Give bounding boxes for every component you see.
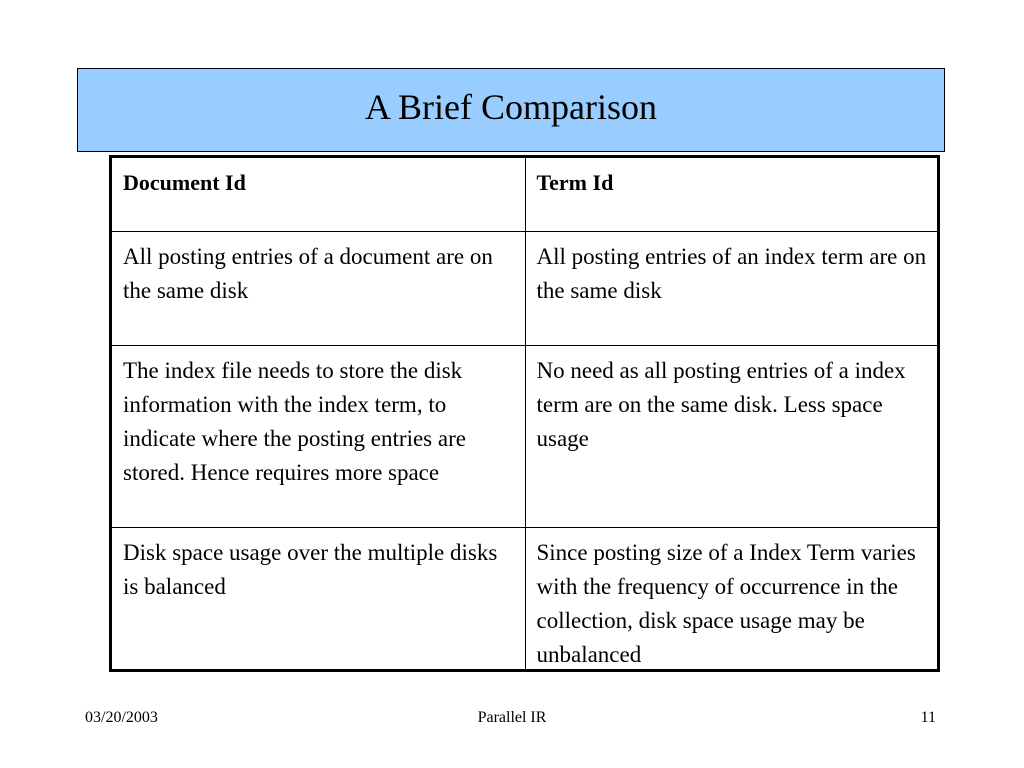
table-header-row xyxy=(112,158,937,231)
table-cell: All posting entries of a document are on the same disk xyxy=(112,231,525,345)
header-cell-term-id: Term Id xyxy=(525,158,937,231)
comparison-table xyxy=(109,155,940,672)
table-cell: No need as all posting entries of a index term are on the same disk. Less space usage xyxy=(525,345,937,527)
table-cell: All posting entries of an index term are on the same disk xyxy=(525,231,937,345)
table-cell: Since posting size of a Index Term varies with the frequency of occurrence in the collection, disk space usage may be unbalanced xyxy=(525,527,937,672)
header-cell-document-id: Document Id xyxy=(112,158,525,231)
comparison-table-grid xyxy=(112,158,937,672)
title-banner xyxy=(77,68,945,152)
table-cell: The index file needs to store the disk information with the index term, to indicate where the posting entries are stored. Hence requires more space xyxy=(112,345,525,527)
table-cell: Disk space usage over the multiple disks is balanced xyxy=(112,527,525,672)
table-row xyxy=(112,231,937,345)
table-row xyxy=(112,527,937,672)
table-row xyxy=(112,345,937,527)
page-number: 11 xyxy=(920,709,936,726)
slide-title: A Brief Comparison xyxy=(365,87,657,127)
footer-date: 03/20/2003 xyxy=(85,709,158,726)
footer-title: Parallel IR xyxy=(477,709,547,726)
